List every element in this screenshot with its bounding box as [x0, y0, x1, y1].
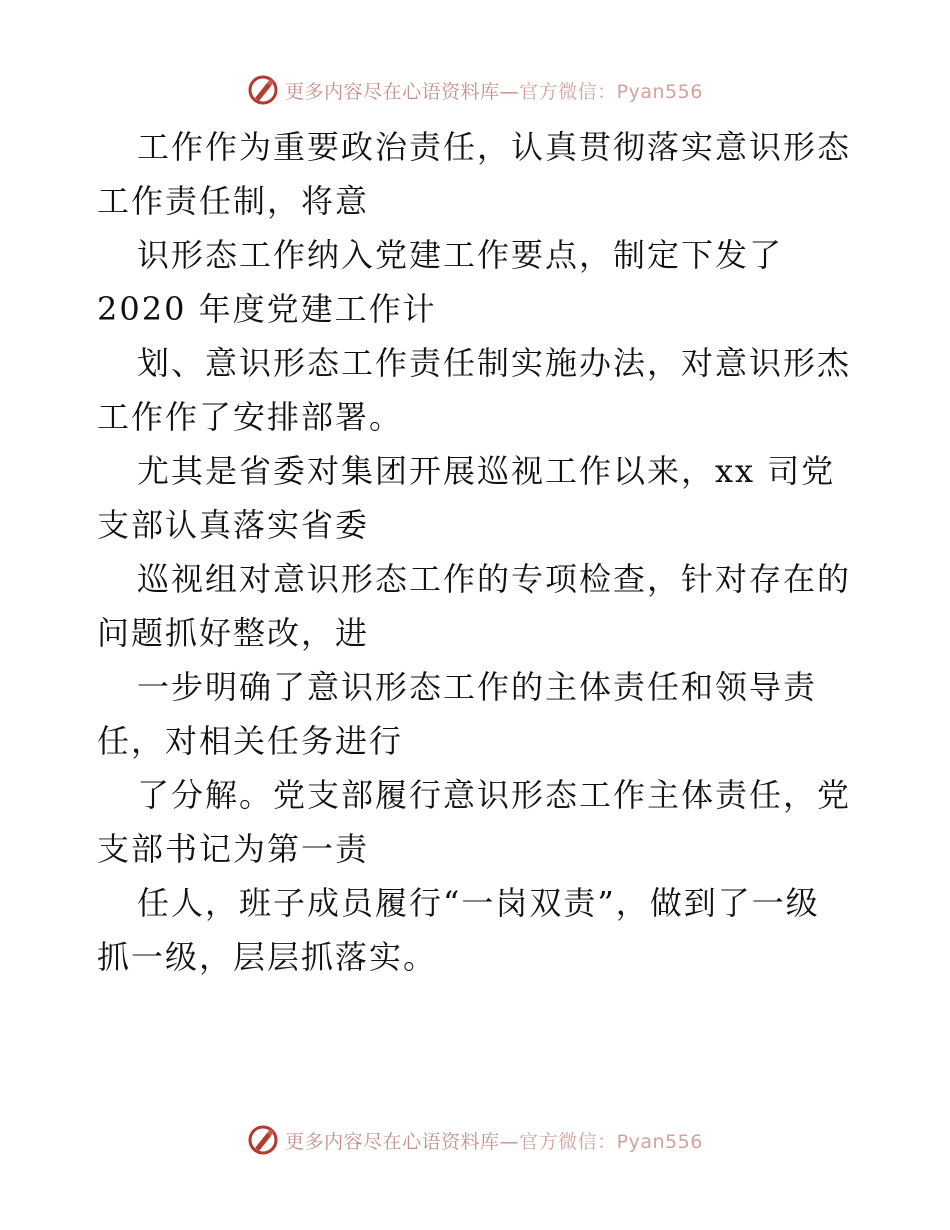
document-body — [97, 120, 857, 984]
header-banner-text — [285, 77, 703, 104]
body-line: 了分解。党支部履行意识形态工作主体责任，党 — [137, 776, 852, 814]
footer-banner-title: 更多内容尽在心语资料库— — [285, 1130, 520, 1153]
footer-banner — [0, 1120, 950, 1160]
footer-banner-wechat: 官方微信：Pyan556 — [519, 1130, 703, 1153]
body-line: 任，对相关任务进行 — [97, 722, 404, 760]
pen-logo-icon — [247, 1124, 279, 1156]
header-banner-wechat: 官方微信：Pyan556 — [519, 80, 703, 103]
body-line: 尤其是省委对集团开展巡视工作以来，xx 司党 — [137, 452, 836, 490]
body-line: 2020 年度党建工作计 — [97, 290, 437, 328]
footer-banner-text — [285, 1127, 703, 1154]
body-line: 抓一级，层层抓落实。 — [97, 938, 438, 976]
body-line: 任人，班子成员履行“一岗双责”，做到了一级 — [137, 884, 820, 922]
body-line: 支部认真落实省委 — [97, 506, 370, 544]
body-line: 问题抓好整改，进 — [97, 614, 370, 652]
body-line: 支部书记为第一责 — [97, 830, 370, 868]
body-line: 工作作为重要政治责任，认真贯彻落实意识形态 — [137, 128, 852, 166]
body-line: 工作责任制，将意 — [97, 182, 370, 220]
body-line: 工作作了安排部署。 — [97, 398, 404, 436]
body-line: 识形态工作纳入党建工作要点，制定下发了 — [137, 236, 784, 274]
body-line: 划、意识形态工作责任制实施办法，对意识形杰 — [137, 344, 852, 382]
body-line: 巡视组对意识形态工作的专项检查，针对存在的 — [137, 560, 852, 598]
body-line: 一步明确了意识形态工作的主体责任和领导责 — [137, 668, 818, 706]
pen-logo-icon — [247, 74, 279, 106]
header-banner — [0, 70, 950, 110]
header-banner-title: 更多内容尽在心语资料库— — [285, 80, 520, 103]
